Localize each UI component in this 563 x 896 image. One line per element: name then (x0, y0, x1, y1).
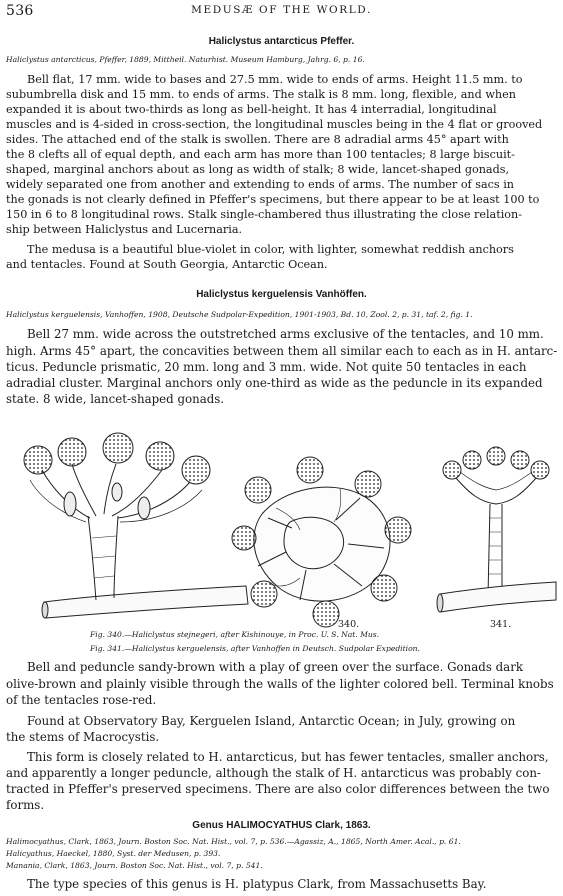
figure-341-specimen (437, 447, 556, 612)
genus-reference: Halimocyathus, Clark, 1863, Journ. Boston Soc. Nat. Hist., vol. 7, p. 536.—Agassiz, A., 1865, North Amer. Acal., p. 61. (6, 837, 461, 846)
paragraph-line: ticus. Peduncle prismatic, 20 mm. long and 3 mm. wide. Not quite 50 tentacles in each (6, 360, 527, 374)
paragraph-line: and tentacles. Found at South Georgia, Antarctic Ocean. (6, 258, 328, 271)
paragraph-line: Bell and peduncle sandy-brown with a play of green over the surface. Gonads dark (27, 660, 523, 674)
figure-341-caption: Fig. 341.—Haliclystus kerguelensis, after Vanhoffen in Deutsch. Sudpolar Expedition. (90, 644, 420, 653)
paragraph-line: Bell 27 mm. wide across the outstretched arms exclusive of the tentacles, and 10 mm. (27, 327, 544, 341)
paragraph-line: This form is closely related to H. antarcticus, but has fewer tentacles, smaller anchors, (27, 750, 549, 764)
paragraph-line: high. Arms 45° apart, the concavities between them all similar each to each as in H. antarc- (6, 344, 558, 358)
citation-kerguelensis: Haliclystus kerguelensis, Vanhoffen, 1908, Deutsche Sudpolar-Expedition, 1901-1903, Bd. 10, Zool. 2, p. 31, taf. 2, fig. 1. (6, 310, 473, 319)
paragraph-line: forms. (6, 798, 45, 812)
paragraph-line: expanded it is about two-thirds as long as bell-height. It has 4 interradial, longitudinal (6, 103, 497, 116)
paragraph-line: muscles and is 4-sided in cross-section, the longitudinal muscles being in the 4 flat or grooved (6, 118, 543, 131)
paragraph-line: state. 8 wide, lancet-shaped gonads. (6, 392, 225, 406)
section-heading-kerguelensis: Haliclystus kerguelensis Vanhöffen. (196, 289, 367, 300)
paragraph-line: sides. The attached end of the stalk is swollen. There are 8 adradial arms 45° apart with (6, 133, 509, 146)
paragraph-line: the gonads is not clearly defined in Pfeffer's specimens, but there appear to be at least 100 to (6, 193, 540, 206)
figure-340-left-specimen (24, 433, 248, 618)
genus-reference: Manania, Clark, 1863, Journ. Boston Soc. Nat. Hist., vol. 7, p. 541. (6, 861, 263, 870)
page-number: 536 (6, 3, 34, 19)
paragraph-line: and apparently a longer peduncle, although the stalk of H. antarcticus was probably con- (6, 766, 541, 780)
paragraph-line: ship between Haliclystus and Lucernaria. (6, 223, 243, 236)
paragraph-line: adradial cluster. Marginal anchors only one-third as wide as the peduncle in its expanded (6, 376, 543, 390)
paragraph-line: The medusa is a beautiful blue-violet in color, with lighter, somewhat reddish anchors (27, 243, 514, 256)
paragraph-line: the 8 clefts all of equal depth, and each arm has more than 100 tentacles; 8 large biscuit- (6, 148, 515, 161)
figure-340-label: 340. (338, 619, 360, 630)
paragraph-line: tracted in Pfeffer's preserved specimens. There are also color differences between the two (6, 782, 550, 796)
figure-area (0, 418, 563, 644)
paragraph-line: shaped, marginal anchors about as long as width of stalk; 8 wide, lancet-shaped gonads, (6, 163, 510, 176)
paragraph-line: of the tentacles rose-red. (6, 693, 157, 707)
paragraph-line: 150 in 6 to 8 longitudinal rows. Stalk single-chambered thus illustrating the close relation- (6, 208, 523, 221)
section-heading-antarcticus: Haliclystus antarcticus Pfeffer. (208, 36, 355, 47)
paragraph-line: the stems of Macrocystis. (6, 730, 160, 744)
running-head (6, 3, 557, 19)
figure-340-center-specimen (232, 457, 411, 627)
paragraph-line: Found at Observatory Bay, Kerguelen Island, Antarctic Ocean; in July, growing on (27, 714, 516, 728)
paragraph-line: widely separated one from another and extending to ends of arms. The number of sacs in (6, 178, 515, 191)
figure-341-label: 341. (490, 619, 512, 630)
genus-reference: Halicyathus, Haeckel, 1880, Syst. der Medusen, p. 393. (6, 849, 221, 858)
running-title: MEDUSÆ OF THE WORLD. (191, 4, 372, 16)
paragraph-line: subumbrella disk and 15 mm. to ends of arms. The stalk is 8 mm. long, flexible, and when (6, 88, 516, 101)
citation-antarcticus: Haliclystus antarcticus, Pfeffer, 1889, Mittheil. Naturhist. Museum Hamburg, Jahrg. 6, p. 16. (6, 55, 365, 64)
figure-340-caption: Fig. 340.—Haliclystus stejnegeri, after Kishinouye, in Proc. U. S. Nat. Mus. (90, 630, 380, 639)
genus-heading: Genus HALIMOCYATHUS Clark, 1863. (192, 820, 371, 831)
paragraph-line: The type species of this genus is H. platypus Clark, from Massachusetts Bay. (27, 877, 487, 891)
paragraph-line: olive-brown and plainly visible through the walls of the lighter colored bell. Terminal knobs (6, 677, 554, 691)
paragraph-line: Bell flat, 17 mm. wide to bases and 27.5 mm. wide to ends of arms. Height 11.5 mm. to (27, 73, 523, 86)
figure-illustrations (0, 418, 563, 644)
